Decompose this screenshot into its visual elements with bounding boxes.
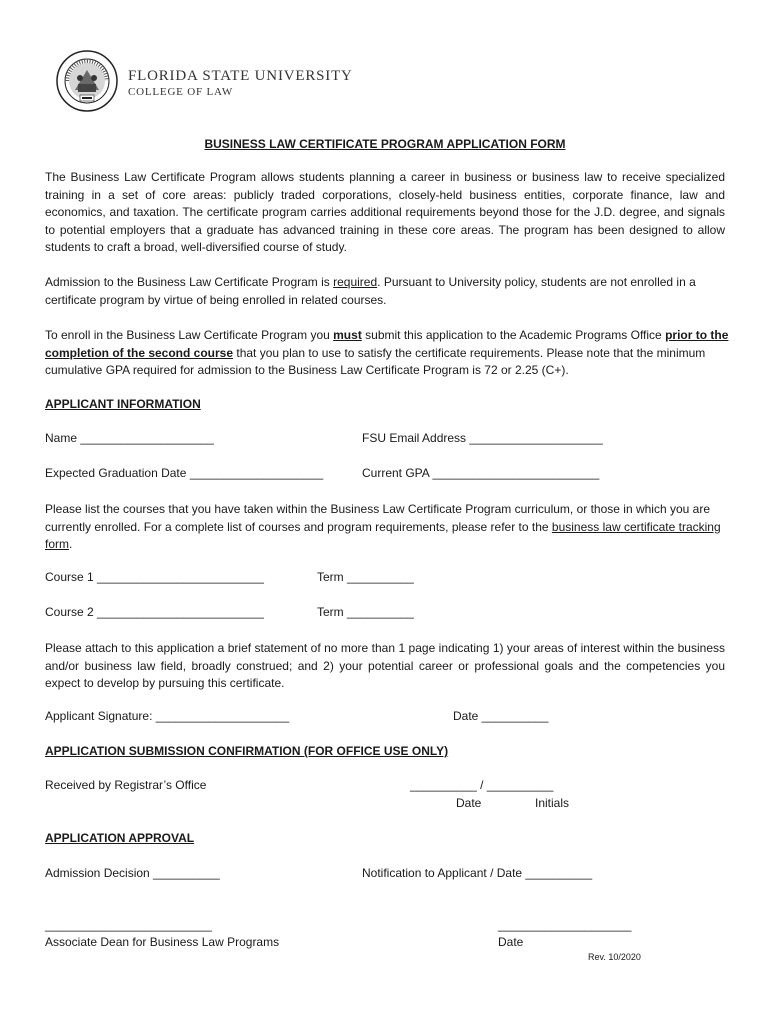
courses-intro-text: Please list the courses that you have taken within the Business Law Certificate Program curriculum, or those in which you are currently enrolled. For a complete list of courses and program requirements, please refer to the bbox=[45, 502, 710, 534]
current-gpa-field[interactable]: Current GPA _________________________ bbox=[362, 466, 600, 480]
registrar-date-initials-field[interactable]: __________ / __________ bbox=[410, 778, 554, 792]
form-title: BUSINESS LAW CERTIFICATE PROGRAM APPLICATION FORM bbox=[204, 137, 566, 151]
enroll-text-2: submit this application to the Academic Programs Office bbox=[361, 328, 666, 342]
dean-signature-line[interactable]: _________________________ bbox=[45, 918, 212, 932]
received-by-registrar-label: Received by Registrar’s Office bbox=[45, 778, 207, 792]
approval-heading: APPLICATION APPROVAL bbox=[45, 831, 195, 845]
courses-end-text: . bbox=[69, 537, 73, 551]
dean-label: Associate Dean for Business Law Programs bbox=[45, 935, 280, 949]
name-field[interactable]: Name ____________________ bbox=[45, 431, 214, 445]
statement-paragraph: Please attach to this application a brief statement of no more than 1 page indicating 1) your areas of interest within the business and/or business law field, broadly construed; and 2) your potential career or professional goals and the competencies you expect to develop by pursuing this certificate. bbox=[45, 641, 725, 690]
admission-text-after: . Pursuant to University policy, students are not enrolled in a certificate program by virtue of being enrolled in related courses. bbox=[45, 275, 696, 307]
tracking-form-link[interactable]: business law certificate tracking form bbox=[45, 519, 721, 551]
enroll-text-1: To enroll in the Business Law Certificate Program you bbox=[45, 328, 334, 342]
enroll-text-3: that you plan to use to satisfy the certificate requirements. Please note that the minimum cumulative GPA required for admission to the Business Law Certificate Program is 72 or 2.25 (C+). bbox=[45, 345, 706, 377]
seal-icon bbox=[56, 50, 118, 112]
courses-paragraph bbox=[45, 501, 725, 554]
college-name: COLLEGE OF LAW bbox=[128, 86, 234, 98]
notification-date-field[interactable]: Notification to Applicant / Date __________ bbox=[362, 866, 593, 880]
university-name: FLORIDA STATE UNIVERSITY bbox=[128, 68, 353, 84]
admission-decision-field[interactable]: Admission Decision __________ bbox=[45, 866, 220, 880]
term-2-field[interactable]: Term __________ bbox=[317, 605, 414, 619]
revision-label: Rev. 10/2020 bbox=[588, 952, 641, 962]
registrar-initials-label: Initials bbox=[535, 796, 570, 810]
applicant-info-heading: APPLICANT INFORMATION bbox=[45, 397, 201, 411]
confirmation-heading: APPLICATION SUBMISSION CONFIRMATION (FOR OFFICE USE ONLY) bbox=[45, 744, 449, 758]
fsu-email-field[interactable]: FSU Email Address ____________________ bbox=[362, 431, 603, 445]
intro-paragraph: The Business Law Certificate Program allows students planning a career in business or business law to receive specialized training in a set of core areas: publicly traded corporations, closely-held business entities, corporate finance, law and economics, and taxation. The certificate program carries additional requirements beyond those for the J.D. degree, and signals to potential employers that a graduate has advanced training in these core areas. The program has been designed to allow students to craft a broad, well-diversified course of study. bbox=[45, 170, 725, 254]
term-1-field[interactable]: Term __________ bbox=[317, 570, 414, 584]
dean-date-line[interactable]: ____________________ bbox=[498, 918, 632, 932]
admission-required: required bbox=[333, 275, 378, 289]
enroll-prior-deadline: prior to the completion of the second course bbox=[45, 328, 729, 360]
signature-date-field[interactable]: Date __________ bbox=[453, 709, 549, 723]
fsu-seal-logo bbox=[56, 50, 118, 112]
admission-paragraph bbox=[45, 274, 729, 309]
registrar-date-label: Date bbox=[456, 796, 482, 810]
enroll-paragraph bbox=[45, 327, 729, 380]
enroll-must: must bbox=[333, 328, 362, 342]
course-2-field[interactable]: Course 2 _________________________ bbox=[45, 605, 264, 619]
applicant-signature-field[interactable]: Applicant Signature: ____________________ bbox=[45, 709, 290, 723]
course-1-field[interactable]: Course 1 _________________________ bbox=[45, 570, 264, 584]
admission-text-before: Admission to the Business Law Certificate Program is bbox=[45, 275, 334, 289]
graduation-date-field[interactable]: Expected Graduation Date ____________________ bbox=[45, 466, 324, 480]
dean-date-label: Date bbox=[498, 935, 524, 949]
